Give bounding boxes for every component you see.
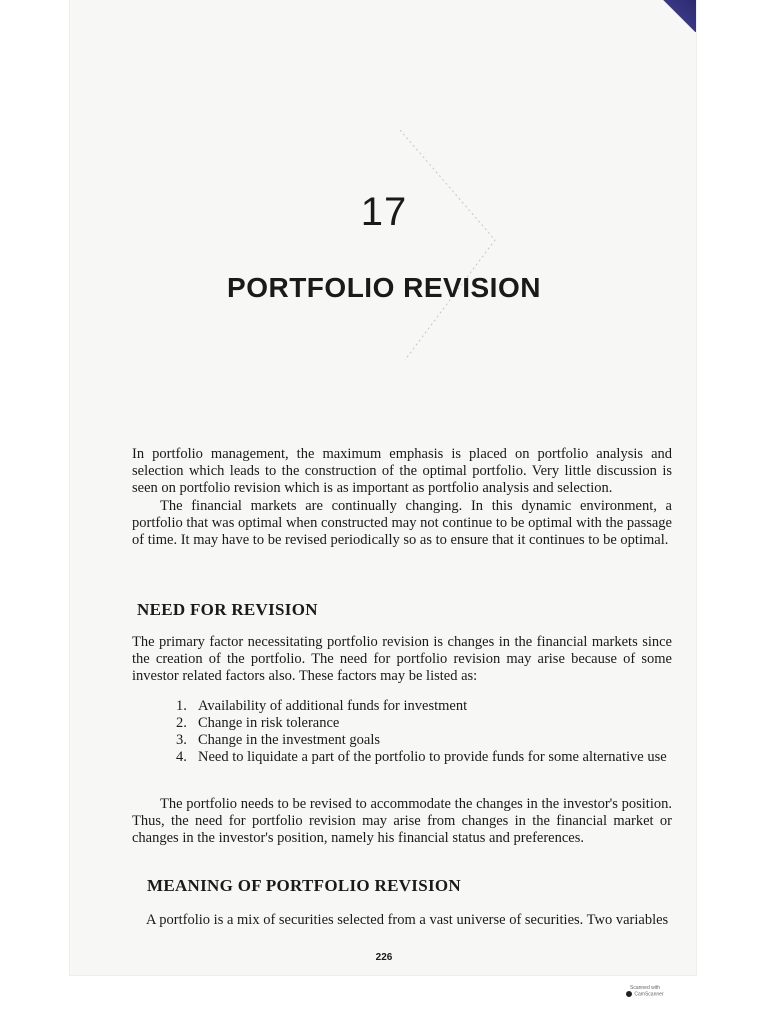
scanner-line-1: Scanned with	[629, 985, 661, 991]
section-heading-need: NEED FOR REVISION	[137, 600, 318, 619]
list-item	[176, 749, 670, 766]
need-paragraph-1: The primary factor necessitating portfolio revision is changes in the financial markets since the creation of the portfolio. The need for portfolio revision may arise because of some investor related factors also. These factors may be listed as:	[132, 634, 672, 684]
list-item-number: 3.	[176, 732, 187, 748]
intro-paragraph-2: The financial markets are continually changing. In this dynamic environment, a portfolio that was optimal when constructed may not continue to be optimal with the passage of time. It may have to be revised periodically so as to ensure that it continues to be optimal.	[132, 498, 672, 548]
list-item	[176, 732, 670, 749]
section-heading-meaning: MEANING OF PORTFOLIO REVISION	[147, 876, 461, 895]
factors-list	[176, 698, 670, 766]
need-paragraph-2: The portfolio needs to be revised to accommodate the changes in the investor's position. Thus, the need for portfolio revision may arise from changes in the financial market or changes in the investor's position, namely his financial status and preferences.	[132, 796, 672, 846]
list-item-text: Need to liquidate a part of the portfolio to provide funds for some alternative use	[198, 749, 667, 765]
page-number: 226	[375, 952, 393, 963]
list-item-text: Availability of additional funds for investment	[198, 698, 468, 714]
scanner-line-2: CamScanner	[634, 991, 664, 998]
camscanner-logo-icon	[626, 991, 632, 997]
chapter-title: PORTFOLIO REVISION	[227, 272, 541, 303]
scanner-watermark	[622, 985, 668, 1013]
list-item-number: 1.	[176, 698, 187, 714]
intro-paragraph-1: In portfolio management, the maximum emphasis is placed on portfolio analysis and selection which leads to the construction of the optimal portfolio. Very little discussion is seen on portfolio revision which is as important as portfolio analysis and selection.	[132, 446, 672, 496]
list-item-text: Change in risk tolerance	[198, 715, 340, 731]
page-corner-shadow	[656, 0, 696, 32]
chapter-number: 17	[360, 190, 408, 234]
chapter-ornament	[380, 130, 500, 370]
list-item	[176, 715, 670, 732]
list-item-number: 4.	[176, 749, 187, 765]
list-item	[176, 698, 670, 715]
meaning-paragraph-1: A portfolio is a mix of securities selected from a vast universe of securities. Two variables	[146, 912, 669, 928]
list-item-text: Change in the investment goals	[198, 732, 381, 748]
list-item-number: 2.	[176, 715, 187, 731]
